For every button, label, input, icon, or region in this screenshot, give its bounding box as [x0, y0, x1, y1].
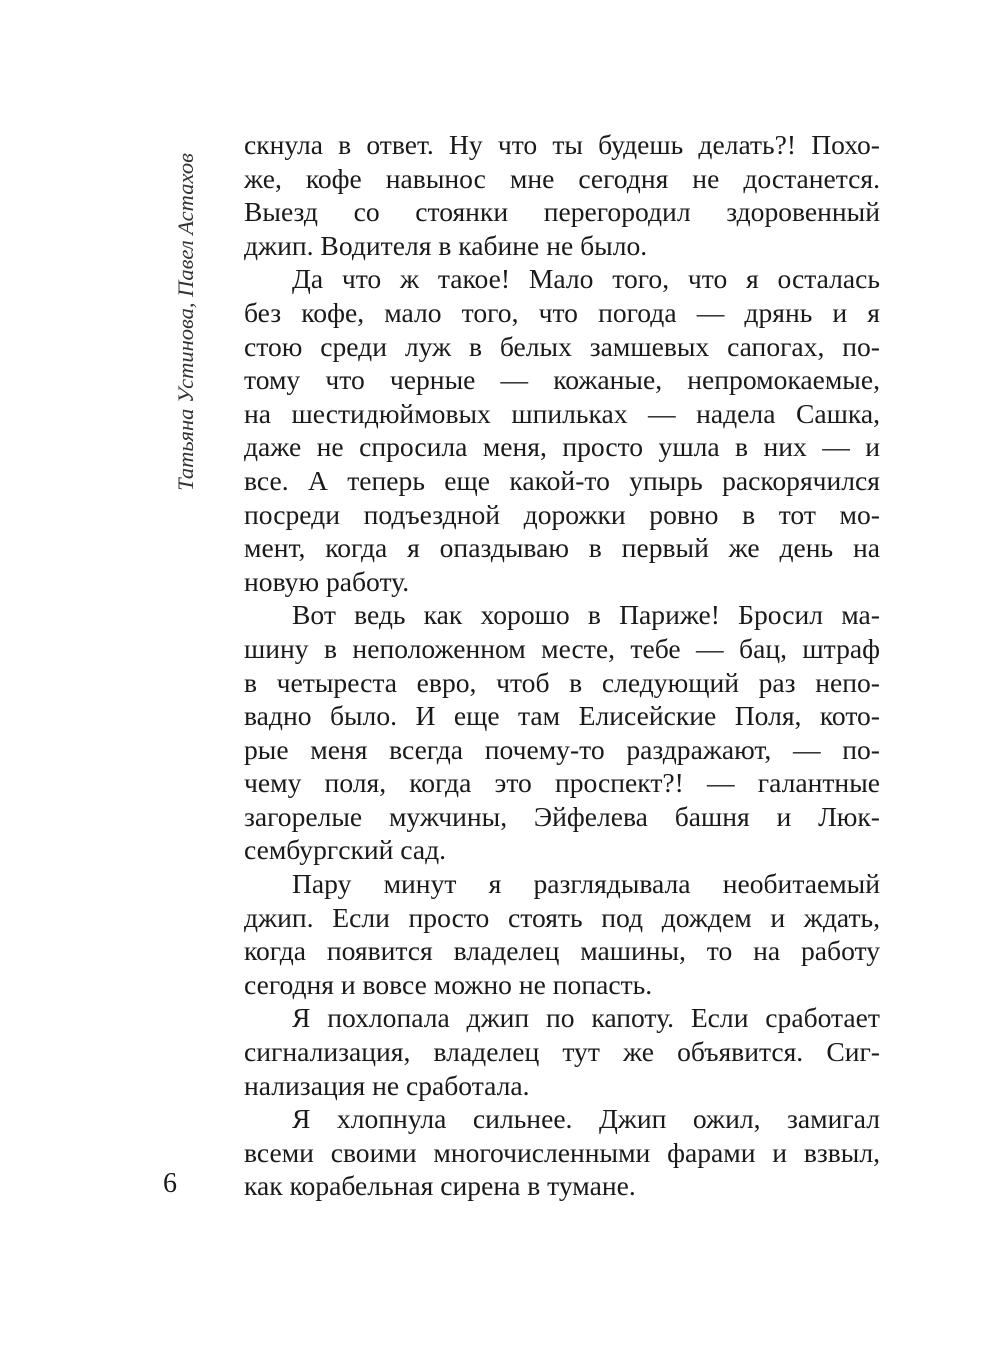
page-number: 6 [163, 1168, 177, 1199]
text-line: Я хлопнула сильнее. Джип ожил, замигал [292, 1103, 880, 1135]
text-line: шину в неположенном месте, тебе — бац, штраф [244, 632, 880, 664]
text-line: вадно было. И еще там Елисейские Поля, кото- [244, 700, 880, 732]
text-line: на шестидюймовых шпильках — надела Сашка, [244, 397, 880, 429]
text-line: джип. Водителя в кабине не было. [244, 229, 648, 261]
text-line: Пару минут я разглядывала необитаемый [292, 868, 880, 900]
text-line: сембургский сад. [244, 834, 447, 866]
body-text [244, 128, 880, 1203]
text-line: загорелые мужчины, Эйфелева башня и Люк- [244, 800, 880, 832]
text-line: же, кофе навынос мне сегодня не достанется. [244, 162, 880, 194]
text-line: новую работу. [244, 565, 410, 597]
text-line: рые меня всегда почему-то раздражают, — по- [244, 733, 880, 765]
text-line: Да что ж такое! Мало того, что я осталась [292, 263, 880, 295]
text-line: всеми своими многочисленными фарами и взвыл, [244, 1136, 880, 1168]
text-line: в четыреста евро, чтоб в следующий раз непо- [244, 666, 880, 698]
text-line: джип. Если просто стоять под дождем и ждать, [244, 901, 880, 933]
text-line: Выезд со стоянки перегородил здоровенный [244, 196, 880, 228]
text-line: все. А теперь еще какой-то упырь раскорячился [244, 464, 880, 496]
running-head-authors: Татьяна Устинова, Павел Астахов [173, 153, 198, 491]
text-line: сегодня и вовсе можно не попасть. [244, 968, 653, 1000]
text-line: когда появится владелец машины, то на работу [244, 935, 880, 967]
text-line: сигнализация, владелец тут же объявится. Сиг- [244, 1036, 880, 1068]
text-line: без кофе, мало того, что погода — дрянь и я [244, 296, 880, 328]
text-line: Вот ведь как хорошо в Париже! Бросил ма- [292, 599, 880, 631]
text-line: чему поля, когда это проспект?! — галантные [244, 767, 880, 799]
text-line: скнула в ответ. Ну что ты будешь делать?! Похо- [244, 129, 880, 160]
text-line: даже не спросила меня, просто ушла в них — и [244, 431, 880, 463]
text-line: стою среди луж в белых замшевых сапогах, по- [244, 330, 880, 362]
text-line: тому что черные — кожаные, непромокаемые, [244, 364, 880, 396]
text-line: мент, когда я опаздываю в первый же день на [244, 532, 880, 564]
text-line: нализация не сработала. [244, 1069, 530, 1101]
text-line: Я похлопала джип по капоту. Если сработает [292, 1002, 880, 1034]
text-line: как корабельная сирена в тумане. [244, 1170, 636, 1202]
text-line: посреди подъездной дорожки ровно в тот мо- [244, 498, 880, 530]
